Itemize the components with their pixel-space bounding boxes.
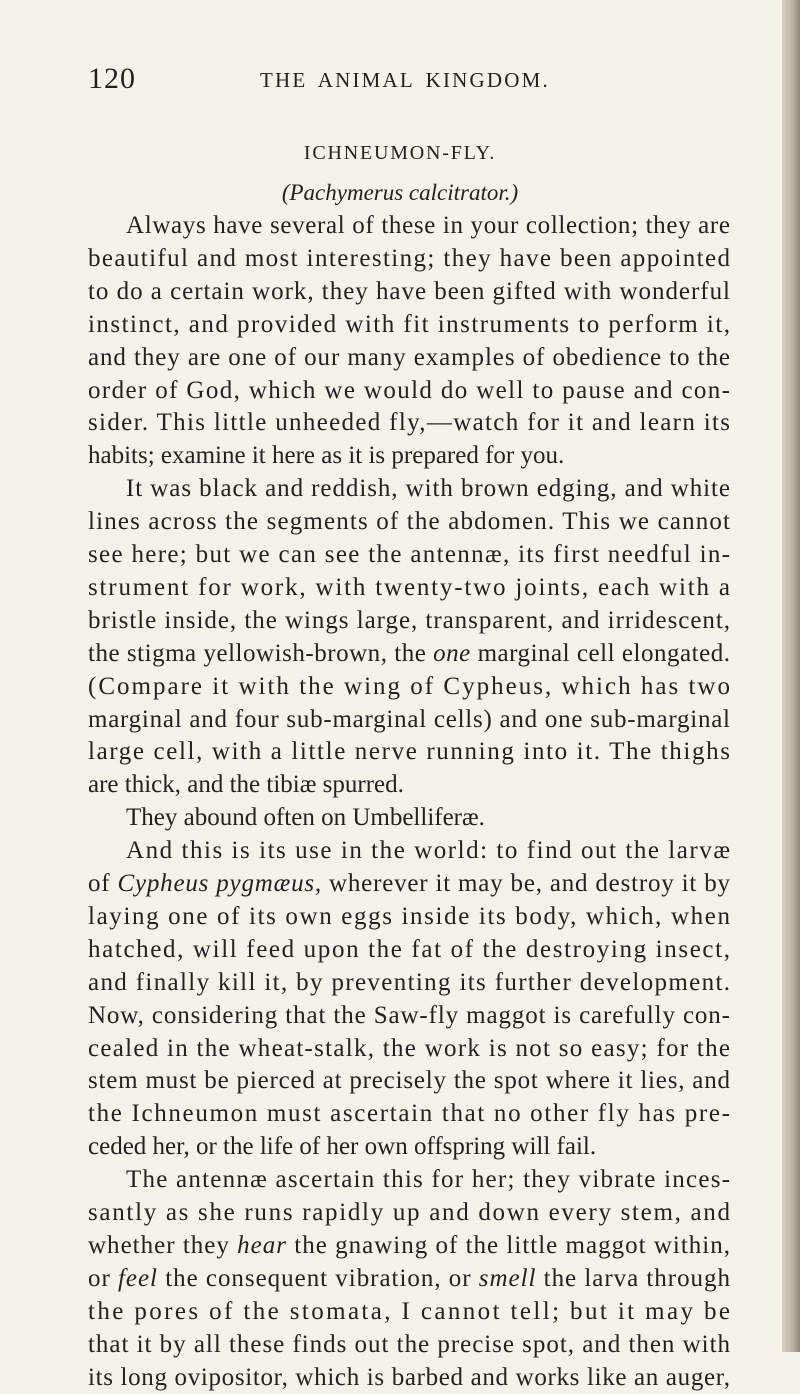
line-text: marginal and four sub-marginal cells) and one sub-marginal [88,705,731,733]
line-text: habits; examine it here as it is prepared for you. [88,442,565,470]
running-title: THE ANIMAL KINGDOM. [260,68,550,92]
line-text: see here; but we can see the antennæ, its first needful in- [88,541,732,568]
line-text: large cell, with a little nerve running into it. The thighs [88,738,732,766]
text-line [126,802,730,834]
text-line [88,1197,730,1229]
text-line [88,1131,730,1163]
text-line [126,210,730,242]
line-text: the Ichneumon must ascertain that no other fly has pre- [88,1100,732,1128]
line-text: The antennæ ascertain this for her; they vibrate inces- [126,1166,732,1194]
text-run: or [88,1264,118,1292]
text-line [88,1065,730,1097]
text-run: the stigma yellowish-brown, the [88,639,434,667]
line-text: sider. This little unheeded fly,—watch for it and learn its [88,409,732,437]
text-line [88,539,730,571]
italic-text: one [433,639,471,667]
text-line [126,473,730,505]
text-run: wherever it may be, and destroy it by [321,870,731,897]
text-line [88,736,730,768]
line-text: and they are one of our many examples of obedience to the [88,343,731,371]
text-line [88,1000,730,1032]
line-text: And this is its use in the world: to find out the larvæ [126,837,732,865]
line-text [88,1230,731,1262]
text-run: the larva through [536,1264,731,1292]
text-line [88,1230,730,1262]
text-line [88,1263,730,1295]
line-text: lines across the segments of the abdomen. This we cannot [88,508,732,536]
line-text: hatched, will feed upon the fat of the destroying insect, [88,935,732,963]
line-text: beautiful and most interesting; they have been appointed [88,244,732,272]
line-text: They abound often on Umbelliferæ. [126,804,485,832]
text-line [88,276,730,308]
line-text: the pores of the stomata, I cannot tell; but it may be [88,1297,733,1325]
text-line [88,1098,730,1130]
line-text [88,1263,731,1295]
line-text: are thick, and the tibiæ spurred. [88,771,404,799]
line-text: bristle inside, the wings large, transparent, and irridescent, [88,606,731,634]
text-line [88,309,730,341]
line-text: instinct, and provided with fit instruments to perform it, [88,310,732,338]
text-line [88,605,730,637]
text-run: the consequent vibration, or [157,1264,479,1292]
line-text: to do a certain work, they have been gifted with wonderful [88,277,731,305]
line-text [88,638,731,670]
text-line [126,835,730,867]
text-line [88,1033,730,1065]
line-text: It was black and reddish, with brown edging, and white [126,475,731,503]
line-text [88,868,731,900]
text-line [88,1329,730,1361]
page-number: 120 [88,62,136,95]
text-line [88,638,730,670]
line-text: strument for work, with twenty-two joints, each with a [88,573,732,601]
line-text: (Compare it with the wing of Cypheus, which has two [88,672,733,700]
text-run: marginal cell elongated. [470,639,731,667]
text-run: whether they [88,1231,238,1259]
line-text: that it by all these finds out the precise spot, and then with [88,1330,731,1358]
text-line [88,342,730,374]
line-text: Always have several of these in your collection; they are [126,212,731,239]
text-line [88,934,730,966]
italic-text: smell [478,1264,537,1292]
section-subtitle: (Pachymerus calcitrator.) [281,180,519,205]
text-line [88,704,730,736]
text-line [88,506,730,538]
italic-text: Cypheus pygmæus, [117,870,322,897]
text-line [88,375,730,407]
text-line [88,572,730,604]
text-line [88,868,730,900]
text-line [88,1296,733,1328]
page-header [88,62,722,102]
line-text: order of God, which we would do well to pause and con- [88,376,732,404]
text-line [88,671,733,703]
text-line [126,1164,730,1196]
line-text: stem must be pierced at precisely the spot where it lies, and [88,1067,731,1095]
line-text: its long ovipositor, which is barbed and works like an auger, [88,1363,731,1391]
line-text: cealed in the wheat-stalk, the work is not so easy; for the [88,1034,732,1062]
italic-text: hear [237,1231,288,1259]
line-text: santly as she runs rapidly up and down every stem, and [88,1199,732,1226]
text-line [88,407,730,439]
text-line [88,967,730,999]
italic-text: feel [118,1264,158,1292]
text-run: of [88,870,118,897]
section-title: ICHNEUMON-FLY. [303,142,497,164]
line-text: Now, considering that the Saw-fly maggot is carefully con- [88,1001,731,1029]
text-run: the gnawing of the little maggot within, [287,1231,732,1259]
line-text: laying one of its own eggs inside its body, which, when [88,902,732,930]
text-line [88,769,730,801]
line-text: ceded her, or the life of her own offspring will fail. [88,1133,597,1161]
text-line [88,1362,730,1394]
text-line [88,440,730,472]
line-text: and finally kill it, by preventing its further development. [88,968,732,996]
text-line [88,901,730,933]
text-line [88,243,730,275]
